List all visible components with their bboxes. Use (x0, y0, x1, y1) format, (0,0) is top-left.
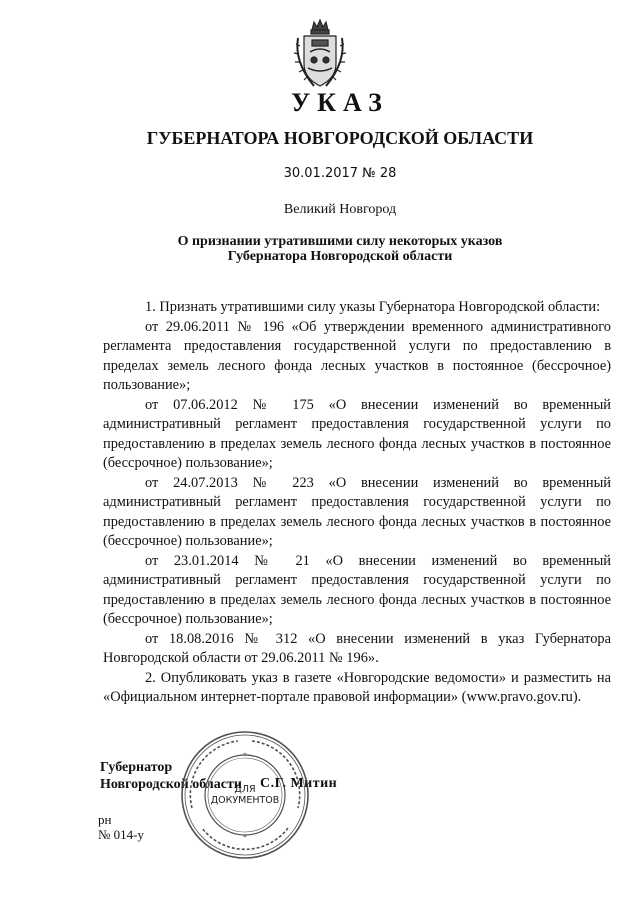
coat-of-arms-icon (290, 16, 350, 90)
seal-center-line: ДЛЯ (234, 784, 256, 795)
seal-center-text (210, 784, 280, 806)
city-name: Великий Новгород (283, 202, 397, 217)
svg-text:*: * (243, 833, 247, 842)
issuer-title: ГУБЕРНАТОРА НОВГОРОДСКОЙ ОБЛАСТИ (146, 128, 534, 148)
body-paragraph: от 18.08.2016 № 312 «О внесении изменений в указ Губернатора Новгородской области от 29.06.2011 № 196». (103, 630, 611, 666)
document-footer (98, 812, 144, 842)
signatory-name: С.Г. Митин (260, 776, 338, 791)
body-paragraph: от 24.07.2013 № 223 «О внесении изменений во временный административный регламент предоставления государственной услуги по предоставлению в пределах земель лесного фонда лесных участков в постоянное (бессрочное) пользование»; (103, 474, 611, 549)
body-paragraph: от 07.06.2012 № 175 «О внесении изменений во временный административный регламент предоставления государственной услуги по предоставлению в пределах земель лесного фонда лесных участков в постоянное (бессрочное) пользование»; (103, 396, 611, 471)
body-paragraph: 2. Опубликовать указ в газете «Новгородские ведомости» и разместить на «Официальном интернет-портале правовой информации» (www.pravo.gov.ru). (103, 669, 611, 705)
decree-heading-line: О признании утратившими силу некоторых указов (177, 234, 503, 249)
document-type-title: УКАЗ (291, 88, 389, 117)
registry-code: № 014-у (98, 827, 144, 842)
body-paragraph: 1. Признать утратившими силу указы Губернатора Новгородской области: (145, 299, 601, 315)
signatory-position-line: Губернатор (100, 760, 173, 775)
decree-heading-line: Губернатора Новгородской области (227, 249, 453, 264)
executor-initials: рн (98, 812, 112, 827)
svg-text:*: * (243, 751, 247, 760)
decree-heading (0, 234, 640, 264)
date-and-number: 30.01.2017 № 28 (283, 166, 397, 181)
body-paragraph: от 23.01.2014 № 21 «О внесении изменений во временный административный регламент предоставления государственной услуги по предоставлению в пределах земель лесного фонда лесных участков в постоянное (бессрочное) пользование»; (103, 552, 611, 627)
decree-body (103, 298, 611, 708)
signatory-position-line: Новгородской области (100, 777, 242, 792)
body-paragraph: от 29.06.2011 № 196 «Об утверждении временного административного регламента предоставления государственной услуги по предоставлению в пределах земель лесного фонда лесных участков в постоянное (бессрочное) пользование»; (103, 318, 611, 393)
seal-center-line: ДОКУМЕНТОВ (210, 795, 280, 806)
